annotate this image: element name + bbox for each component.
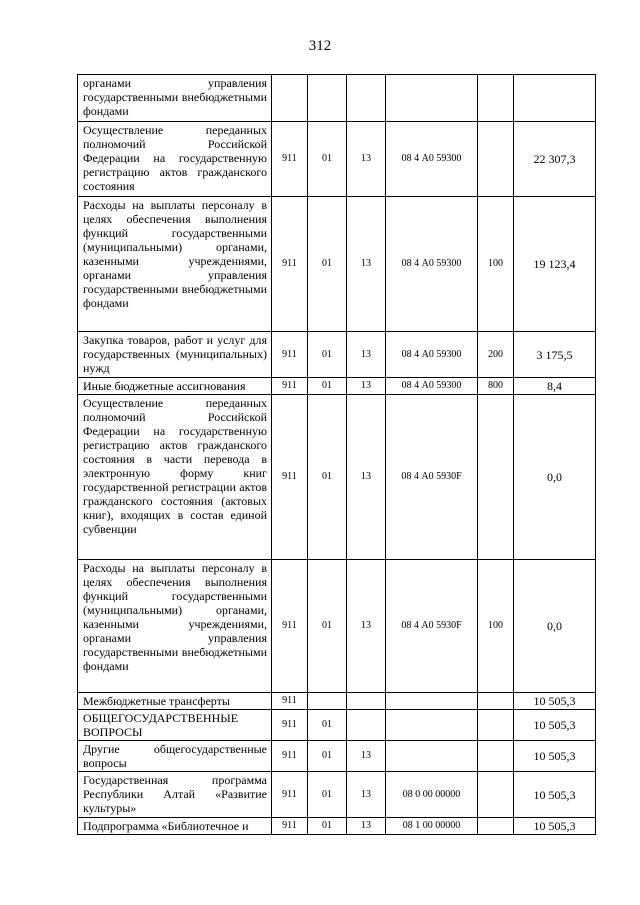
row-section: 01 bbox=[308, 197, 347, 332]
row-expense-type bbox=[478, 75, 514, 122]
row-name: Закупка товаров, работ и услуг для государственных (муниципальных) нужд bbox=[78, 332, 272, 378]
table-row bbox=[78, 560, 596, 693]
row-expense-type: 200 bbox=[478, 332, 514, 378]
row-grbs: 911 bbox=[272, 818, 308, 835]
row-grbs: 911 bbox=[272, 560, 308, 693]
row-amount: 0,0 bbox=[514, 395, 596, 560]
row-grbs: 911 bbox=[272, 772, 308, 818]
row-grbs bbox=[272, 75, 308, 122]
row-expense-type bbox=[478, 818, 514, 835]
row-target-article: 08 4 А0 59300 bbox=[386, 197, 478, 332]
table-row bbox=[78, 818, 596, 835]
row-subsection: 13 bbox=[347, 197, 386, 332]
row-target-article bbox=[386, 710, 478, 741]
row-grbs: 911 bbox=[272, 395, 308, 560]
row-section: 01 bbox=[308, 741, 347, 772]
row-amount: 10 505,3 bbox=[514, 710, 596, 741]
row-section: 01 bbox=[308, 772, 347, 818]
row-expense-type: 800 bbox=[478, 378, 514, 395]
table-row bbox=[78, 772, 596, 818]
row-name: Расходы на выплаты персоналу в целях обеспечения выполнения функций государственными (муниципальными) органами, казенными учреждениями, органами управления государственными внебюджетными фондами bbox=[78, 560, 272, 693]
row-subsection: 13 bbox=[347, 741, 386, 772]
row-subsection bbox=[347, 710, 386, 741]
row-section: 01 bbox=[308, 395, 347, 560]
row-expense-type bbox=[478, 122, 514, 197]
row-name: Межбюджетные трансферты bbox=[78, 693, 272, 710]
row-name: Расходы на выплаты персоналу в целях обеспечения выполнения функций государственными (муниципальными) органами, казенными учреждениями, органами управления государственными внебюджетными фондами bbox=[78, 197, 272, 332]
row-amount: 19 123,4 bbox=[514, 197, 596, 332]
row-target-article bbox=[386, 693, 478, 710]
row-name: Подпрограмма «Библиотечное и bbox=[78, 818, 272, 835]
row-expense-type bbox=[478, 395, 514, 560]
row-name: ОБЩЕГОСУДАРСТВЕННЫЕ ВОПРОСЫ bbox=[78, 710, 272, 741]
row-target-article: 08 1 00 00000 bbox=[386, 818, 478, 835]
row-subsection bbox=[347, 75, 386, 122]
row-name: органами управления государственными внебюджетными фондами bbox=[78, 75, 272, 122]
row-section: 01 bbox=[308, 378, 347, 395]
page-number: 312 bbox=[308, 38, 332, 54]
table-row bbox=[78, 741, 596, 772]
row-target-article bbox=[386, 75, 478, 122]
row-amount: 22 307,3 bbox=[514, 122, 596, 197]
row-section: 01 bbox=[308, 818, 347, 835]
row-expense-type: 100 bbox=[478, 560, 514, 693]
row-grbs: 911 bbox=[272, 378, 308, 395]
row-subsection: 13 bbox=[347, 560, 386, 693]
row-target-article: 08 4 А0 59300 bbox=[386, 378, 478, 395]
table-row bbox=[78, 332, 596, 378]
row-amount: 10 505,3 bbox=[514, 772, 596, 818]
row-grbs: 911 bbox=[272, 122, 308, 197]
row-subsection: 13 bbox=[347, 395, 386, 560]
row-grbs: 911 bbox=[272, 693, 308, 710]
row-subsection bbox=[347, 693, 386, 710]
row-grbs: 911 bbox=[272, 741, 308, 772]
table-row bbox=[78, 710, 596, 741]
row-expense-type bbox=[478, 772, 514, 818]
row-target-article: 08 4 А0 5930F bbox=[386, 395, 478, 560]
row-section: 01 bbox=[308, 560, 347, 693]
budget-table bbox=[77, 74, 596, 835]
row-expense-type bbox=[478, 710, 514, 741]
row-amount bbox=[514, 75, 596, 122]
row-section: 01 bbox=[308, 332, 347, 378]
row-subsection: 13 bbox=[347, 772, 386, 818]
row-name: Иные бюджетные ассигнования bbox=[78, 378, 272, 395]
row-grbs: 911 bbox=[272, 332, 308, 378]
row-amount: 10 505,3 bbox=[514, 818, 596, 835]
row-subsection: 13 bbox=[347, 122, 386, 197]
row-target-article: 08 4 А0 59300 bbox=[386, 122, 478, 197]
row-name: Государственная программа Республики Алтай «Развитие культуры» bbox=[78, 772, 272, 818]
row-amount: 3 175,5 bbox=[514, 332, 596, 378]
row-grbs: 911 bbox=[272, 710, 308, 741]
row-subsection: 13 bbox=[347, 818, 386, 835]
row-target-article: 08 4 А0 59300 bbox=[386, 332, 478, 378]
row-grbs: 911 bbox=[272, 197, 308, 332]
row-amount: 8,4 bbox=[514, 378, 596, 395]
row-subsection: 13 bbox=[347, 332, 386, 378]
row-name: Осуществление переданных полномочий Российской Федерации на государственную регистрацию актов гражданского состояния в части перевода в электронную форму книг государственной регистрации актов гражданского состояния (актовых книг), входящих в состав единой субвенции bbox=[78, 395, 272, 560]
row-amount: 0,0 bbox=[514, 560, 596, 693]
row-target-article bbox=[386, 741, 478, 772]
row-subsection: 13 bbox=[347, 378, 386, 395]
row-expense-type: 100 bbox=[478, 197, 514, 332]
row-amount: 10 505,3 bbox=[514, 693, 596, 710]
row-name: Осуществление переданных полномочий Российской Федерации на государственную регистрацию актов гражданского состояния bbox=[78, 122, 272, 197]
row-expense-type bbox=[478, 693, 514, 710]
table-row bbox=[78, 122, 596, 197]
table-row bbox=[78, 378, 596, 395]
row-expense-type bbox=[478, 741, 514, 772]
row-target-article: 08 0 00 00000 bbox=[386, 772, 478, 818]
row-amount: 10 505,3 bbox=[514, 741, 596, 772]
row-section: 01 bbox=[308, 122, 347, 197]
table-row bbox=[78, 693, 596, 710]
table-row bbox=[78, 395, 596, 560]
row-target-article: 08 4 А0 5930F bbox=[386, 560, 478, 693]
table-row bbox=[78, 75, 596, 122]
table-row bbox=[78, 197, 596, 332]
row-section bbox=[308, 75, 347, 122]
row-name: Другие общегосударственные вопросы bbox=[78, 741, 272, 772]
row-section: 01 bbox=[308, 710, 347, 741]
row-section bbox=[308, 693, 347, 710]
